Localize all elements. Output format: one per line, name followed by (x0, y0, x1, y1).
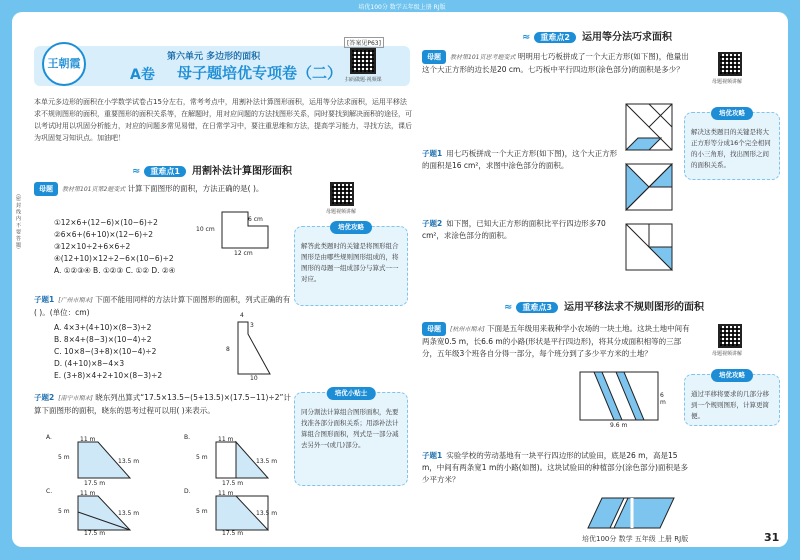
qr-code-icon[interactable] (718, 324, 742, 348)
volume-badge: A卷 (130, 67, 155, 83)
question-stem: 下面是五年级用来栽种学小农场的一块土地。这块土地中间有两条宽0.5 m，长6.6 m的小路(形状是平行四边形)，将其分成面积相等的三部分，五年级3个班各自分得一部分，每个班分到了多少平方米的土地？ (422, 324, 690, 358)
section-heading-2 (522, 28, 672, 42)
option-list (54, 322, 234, 382)
qr-caption: 扫码做题·视频课 (345, 77, 382, 83)
fig-label: 11 m (218, 490, 234, 497)
option-letter: B. (184, 434, 191, 441)
method-option: ②6×6+(6+10)×(12−6)÷2 (54, 230, 154, 239)
tip-text: 解答此类题时的关键是将图形组合图形是由哪些规则图形组成的，将图形的母题一组成部分与算式一一对应。 (301, 242, 399, 283)
strategy-tip (294, 223, 408, 306)
question-stem: 用七巧板拼成一个大正方形(如下图)，这个大正方形的面积是16 cm²，求图中涂色部分的面积。 (422, 149, 618, 170)
tangram-svg (624, 222, 674, 272)
sub-question-3 (422, 148, 618, 172)
qr-code-icon[interactable] (718, 52, 742, 76)
section-title: 运用等分法巧求面积 (581, 32, 672, 43)
page (2, 2, 798, 558)
l-shape-figure (196, 208, 274, 257)
unit-title: 第六单元 多边形的面积 (167, 52, 261, 62)
mother-tag: 母题 (34, 182, 58, 196)
fig-label: 13.5 m (118, 510, 140, 517)
question-stem: 计算下面图形的面积，方法正确的是( )。 (127, 184, 264, 193)
strategy-tip (684, 371, 780, 426)
fig-label: 5 m (58, 454, 70, 461)
intro-text: 本单元多边形的面积在小学数学试卷占15分左右，常考考点中，用割补法计算图形面积，运用等分法求面积，运用平移法求不规则图形的面积，重要图形的面积关系等，在解题时，用对应问题的方法找图形关系，同时要找到解决面积的途径，可以考试时用以巩固分析能力，对应的问题多常见易错，在日常学习中，要注重思维和方法，提高学习能力，寻找方法，课后为巩固复习知识点。加油吧！ (34, 98, 412, 142)
question-source: [杭州市期末] (450, 326, 485, 333)
choice-option: A. 4×3+(4+10)×(8−3)÷2 (54, 323, 152, 332)
fig-label: 17.5 m (222, 530, 244, 537)
method-option: ③12×10÷2+6×6÷2 (54, 242, 131, 251)
tangram-svg (624, 102, 674, 152)
tip-box (294, 389, 408, 486)
fig-label: 11 m (80, 490, 96, 497)
section-pill: 重难点2 (534, 32, 576, 43)
sub-question-label: 子题1 (422, 149, 443, 158)
question-source: [南宁市期末] (58, 395, 93, 402)
tangram-figure-1 (624, 102, 674, 152)
method-option: ④(12+10)×12÷2−6×(10−6)÷2 (54, 254, 174, 263)
fig-label: 5 m (58, 508, 70, 515)
question-stem: 明明用七巧板拼成了一个大正方形(如下图)，他量出这个大正方形的边长是20 cm。七巧板中平行四边形(涂色部分)的面积是多少？ (422, 52, 689, 74)
choice-option: E. (3+8)×4+2+10×(8−3)÷2 (54, 371, 163, 380)
sub-question-label: 子题1 (422, 451, 443, 460)
mother-question-2 (422, 50, 690, 76)
tip-text: 同分割法计算组合图形面积，先要找准各部分面积关系；用添补法计算组合图形面积，列式是一部分减去另外一(或几)部分。 (301, 408, 399, 449)
fig-label: 5 m (196, 454, 208, 461)
option-figure-c (46, 488, 150, 536)
answer-choices: A. ①②③④ B. ①②③ C. ①② D. ②④ (54, 266, 176, 275)
fig-label: 3 (250, 322, 254, 329)
mother-tag: 母题 (422, 322, 446, 336)
fig-label: 13.5 m (118, 458, 140, 465)
qr-caption: 母题视频讲解 (712, 79, 743, 85)
answer-reference: [答案见P63] (344, 37, 384, 48)
strategy-tip (684, 109, 780, 180)
page-number: 31 (764, 531, 780, 544)
fig-label: 5 m (196, 508, 208, 515)
question-source: 教材第101页第2题变式 (62, 186, 126, 193)
footer: 培优100分 数学 五年级 上册 RJ版 (582, 535, 689, 543)
fig-label: 17.5 m (84, 480, 106, 487)
logo: 王朝霞 (42, 42, 86, 86)
tip-text: 通过平移将要求的几部分移到一个规则图形，计算更简便。 (691, 390, 769, 420)
option-list (54, 217, 214, 277)
tangram-svg (624, 162, 674, 212)
option-letter: C. (46, 488, 53, 495)
mother-question-3 (422, 322, 690, 360)
fig-label: 11 m (218, 436, 234, 443)
section-pill: 重难点3 (516, 302, 558, 313)
tangram-figure-3 (624, 222, 674, 272)
qr-code-icon[interactable] (330, 182, 354, 206)
parallelogram-field-figure (586, 496, 678, 532)
choice-option: D. (4+10)×8−4×3 (54, 359, 125, 368)
tip-title: 培优攻略 (711, 107, 753, 120)
qr-caption: 母题视频讲解 (326, 209, 357, 215)
tip-title: 培优小贴士 (327, 387, 376, 400)
page-title: 母子题培优专项卷（二） (177, 64, 343, 82)
question-stem: 晓东列出算式“17.5×13.5−(5+13.5)×(17.5−11)÷2”计算下面图形的面积，晓东的思考过程可以用( )来表示。 (34, 393, 291, 415)
section-pill: 重难点1 (144, 166, 186, 177)
sub-question-2 (34, 392, 294, 417)
fig-label: 10 cm (196, 226, 215, 233)
sub-question-label: 子题1 (34, 295, 55, 304)
fig-label: 10 (250, 375, 258, 382)
section-heading-3 (504, 298, 704, 312)
question-stem: 如下图，已知大正方形的面积比平行四边形多70 cm²，求涂色部分的面积。 (422, 219, 606, 240)
option-letter: D. (184, 488, 191, 495)
qr-caption: 母题视频讲解 (712, 351, 743, 357)
trapezoid-figure (226, 312, 276, 382)
question-source: 教材第101页思考题变式 (450, 54, 516, 61)
fig-label: 4 (240, 312, 244, 319)
mother-question-1 (34, 182, 286, 196)
tip-title: 培优攻略 (330, 221, 372, 234)
question-source: [广州市期末] (58, 297, 93, 304)
method-option: ①12×6+(12−6)×(10−6)÷2 (54, 218, 158, 227)
sub-question-5 (422, 450, 690, 486)
tangram-figure-2 (624, 162, 674, 212)
sub-question-label: 子题2 (422, 219, 443, 228)
fig-label: 6 m (660, 392, 666, 406)
tip-title: 培优攻略 (711, 369, 753, 382)
wave-icon: ≈ (522, 32, 531, 43)
question-stem: 实验学校的劳动基地有一块平行四边形的试验田，底是26 m，高是15 m，中间有两条宽1 m的小路(如图)。这块试验田的种植部分(涂色部分)面积是多少平方米？ (422, 451, 688, 484)
question-stem: 下面不能用同样的方法计算下面图形的面积，列式正确的有( )。(单位：cm) (34, 295, 291, 317)
l-shape-svg (214, 208, 274, 256)
top-band: 培优100分 数学五年级上册 RJ版 (358, 4, 446, 11)
fig-label: 12 cm (234, 250, 253, 257)
section-title: 用割补法计算图形面积 (191, 166, 292, 177)
sub-question-4 (422, 218, 618, 242)
farmland-figure (576, 368, 668, 432)
fig-label: 9.6 m (610, 422, 628, 429)
tip-text: 解决这类题目的关键是将大正方形等分成16个完全相同的小三角形，找出图形之间的面积关系。 (691, 128, 771, 169)
fig-label: 8 (226, 346, 230, 353)
fig-label: 17.5 m (222, 480, 244, 487)
fig-label: 11 m (80, 436, 96, 443)
choice-option: C. 10×8−(3+8)×(10−4)÷2 (54, 347, 157, 356)
qr-code-icon[interactable] (350, 48, 376, 74)
field-svg (586, 496, 678, 532)
sub-question-label: 子题2 (34, 393, 55, 402)
section-heading-1 (132, 162, 292, 176)
fig-label: 17.5 m (84, 530, 106, 537)
option-figure-b (184, 434, 288, 487)
paper-sheet (12, 12, 788, 547)
choice-option: B. 8×4+(8−3)×(10−4)÷2 (54, 335, 152, 344)
wave-icon: ≈ (132, 166, 141, 177)
trapezoid-svg (232, 318, 276, 382)
option-figure-a (46, 434, 150, 487)
option-letter: A. (46, 434, 52, 441)
fig-label: 13.5 m (256, 510, 278, 517)
fig-label: 13.5 m (256, 458, 278, 465)
sub-question-1 (34, 294, 292, 319)
option-figure-d (184, 488, 288, 536)
mother-tag: 母题 (422, 50, 446, 64)
binding-margin: （密 封 线 内 不 要 答 题） (12, 162, 22, 282)
section-title: 运用平移法求不规则图形的面积 (563, 302, 704, 313)
fig-label: 6 cm (248, 216, 263, 223)
wave-icon: ≈ (504, 302, 513, 313)
